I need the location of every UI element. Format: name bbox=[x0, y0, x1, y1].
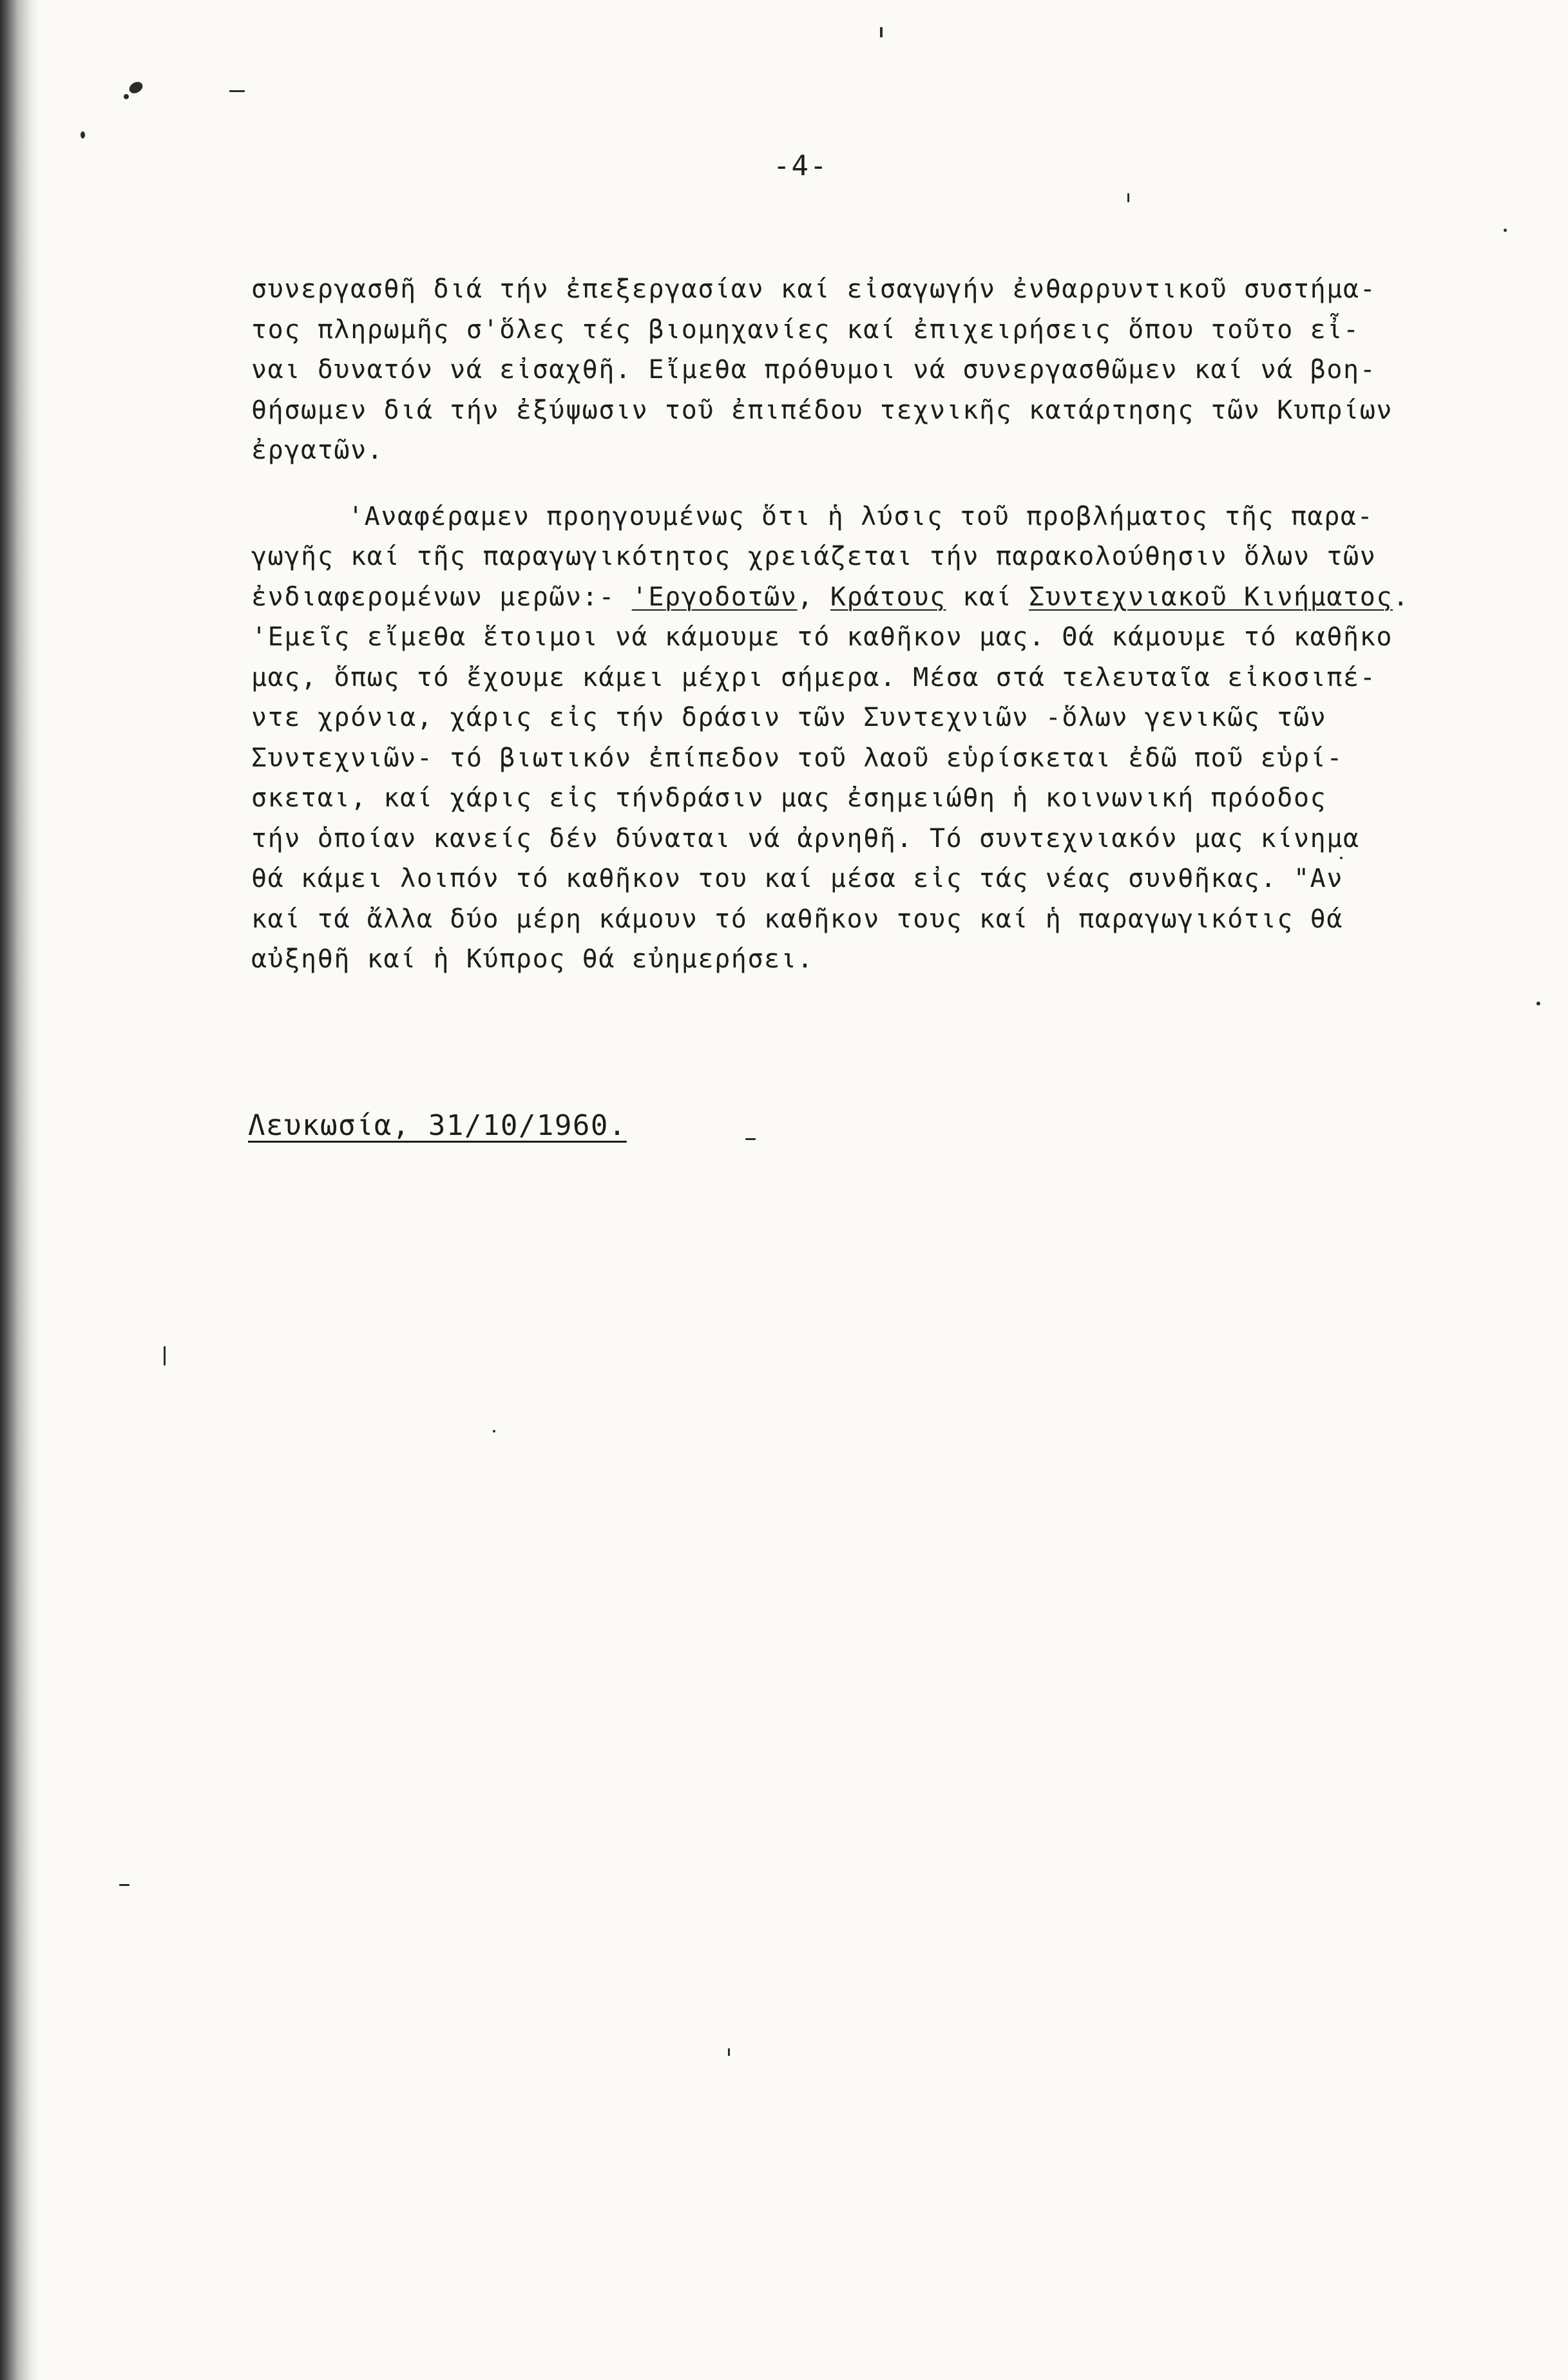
text-line-with-underlines bbox=[251, 577, 1456, 618]
place-and-date: Λευκωσία, 31/10/1960. bbox=[248, 1109, 627, 1142]
ink-mark bbox=[124, 94, 129, 99]
ink-mark bbox=[745, 1138, 756, 1140]
text-line: τήν ὁποίαν κανείς δέν δύναται νά ἀρνηθῆ. Τό συντεχνιακόν μας κίνημα bbox=[251, 823, 1360, 853]
text-line: γωγῆς καί τῆς παραγωγικότητος χρειάζεται τήν παρακολούθησιν ὅλων τῶν bbox=[251, 542, 1377, 571]
letter-body bbox=[251, 269, 1456, 980]
ink-mark bbox=[81, 131, 85, 138]
ink-mark bbox=[493, 1430, 495, 1433]
ink-mark bbox=[1536, 1002, 1540, 1005]
text-segment: καί bbox=[946, 582, 1029, 612]
text-line: 'Εμεῖς εἴμεθα ἕτοιμοι νά κάμουμε τό καθῆκον μας. Θά κάμουμε τό καθῆκο bbox=[251, 622, 1393, 652]
scanned-page-edge bbox=[0, 0, 39, 2380]
text-segment: , bbox=[797, 582, 830, 612]
paragraph-2 bbox=[251, 497, 1456, 980]
text-line: καί τά ἄλλα δύο μέρη κάμουν τό καθῆκον τους καί ἡ παραγωγικότις θά bbox=[251, 904, 1344, 934]
ink-mark bbox=[728, 2048, 730, 2056]
ink-mark bbox=[164, 1346, 166, 1366]
ink-mark bbox=[880, 27, 883, 37]
paragraph-gap bbox=[251, 471, 1456, 497]
text-line: μας, ὅπως τό ἔχουμε κάμει μέχρι σήμερα. Μέσα στά τελευταῖα εἰκοσιπέ- bbox=[251, 662, 1377, 692]
underlined-trade-union-movement: Συντεχνιακοῦ Κινήματος bbox=[1029, 582, 1393, 612]
text-line: ἐργατῶν. bbox=[251, 435, 384, 465]
underlined-state: Κράτους bbox=[830, 582, 946, 612]
text-line: 'Αναφέραμεν προηγουμένως ὅτι ἡ λύσις τοῦ προβλήματος τῆς παρα- bbox=[348, 501, 1374, 531]
text-segment: . bbox=[1393, 582, 1410, 612]
text-line: αὐξηθῆ καί ἡ Κύπρος θά εὐημερήσει. bbox=[251, 944, 814, 974]
ink-mark bbox=[119, 1884, 129, 1886]
text-line: συνεργασθῆ διά τήν ἐπεξεργασίαν καί εἰσαγωγήν ἐνθαρρυντικοῦ συστήμα- bbox=[251, 274, 1377, 304]
text-line: ντε χρόνια, χάρις εἰς τήν δράσιν τῶν Συντεχνιῶν -ὅλων γενικῶς τῶν bbox=[251, 703, 1327, 732]
paragraph-1 bbox=[251, 269, 1456, 471]
text-line: τος πληρωμῆς σ'ὅλες τές βιομηχανίες καί ἐπιχειρήσεις ὅπου τοῦτο εἶ- bbox=[251, 314, 1360, 345]
ink-mark bbox=[1504, 229, 1507, 232]
ink-mark bbox=[229, 90, 245, 92]
text-line: θήσωμεν διά τήν ἐξύψωσιν τοῦ ἐπιπέδου τεχνικῆς κατάρτησης τῶν Κυπρίων bbox=[251, 395, 1393, 425]
page-number: -4- bbox=[773, 149, 828, 182]
text-line: σκεται, καί χάρις εἰς τήνδράσιν μας ἐσημειώθη ἡ κοινωνική πρόοδος bbox=[251, 783, 1327, 813]
underlined-employers: 'Εργοδοτῶν bbox=[631, 582, 798, 612]
ink-mark bbox=[127, 80, 144, 96]
text-segment: ἐνδιαφερομένων μερῶν:- bbox=[251, 582, 632, 612]
text-line: ναι δυνατόν νά εἰσαχθῆ. Εἴμεθα πρόθυμοι νά συνεργασθῶμεν καί νά βοη- bbox=[251, 355, 1377, 385]
ink-mark bbox=[1127, 193, 1129, 202]
text-line: θά κάμει λοιπόν τό καθῆκον του καί μέσα εἰς τάς νέας συνθῆκας. "Αν bbox=[251, 864, 1344, 893]
text-line: Συντεχνιῶν- τό βιωτικόν ἐπίπεδον τοῦ λαοῦ εὑρίσκεται ἐδῶ ποῦ εὑρί- bbox=[251, 743, 1344, 773]
